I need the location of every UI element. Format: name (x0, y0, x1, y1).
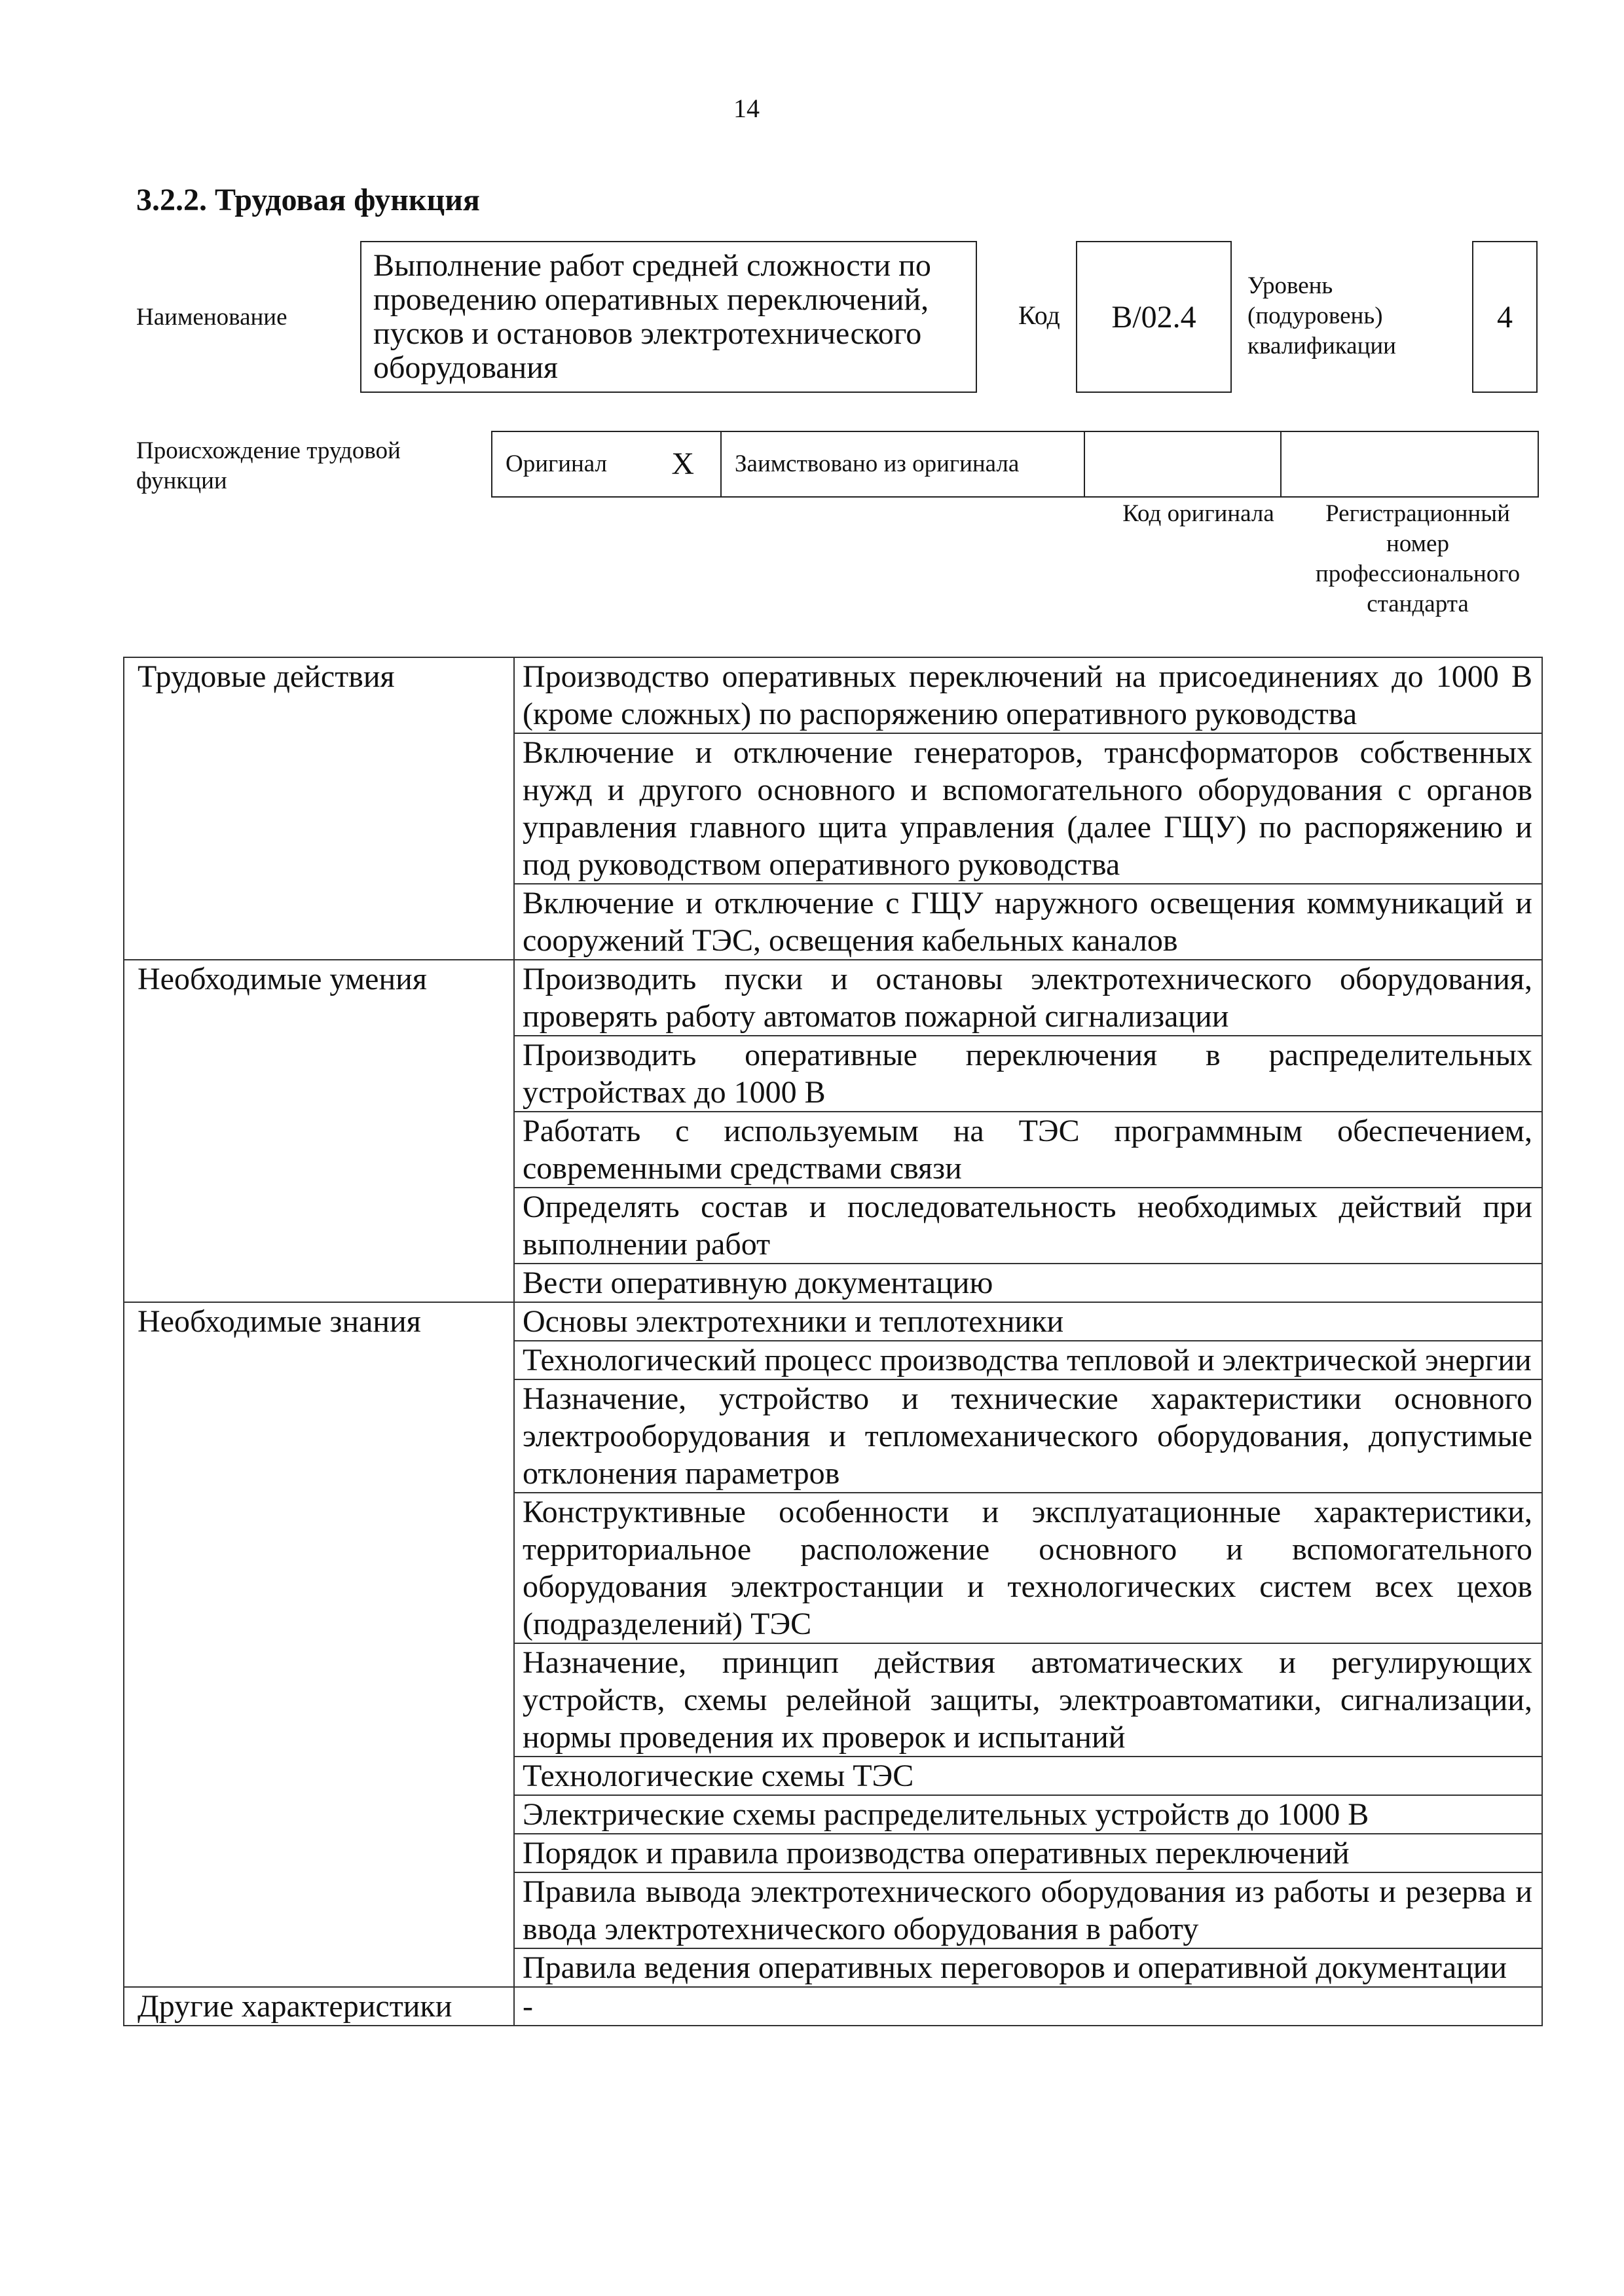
table-row (124, 1987, 1542, 2026)
function-table (123, 657, 1543, 2026)
origin-label: Происхождение трудовой функции (136, 437, 401, 494)
table-row (124, 657, 1542, 733)
table-cell: Включение и отключение с ГЩУ наружного освещения коммуникаций и сооружений ТЭС, освещения кабельных каналов (514, 884, 1542, 960)
table-cell: Правила вывода электротехнического оборудования из работы и резерва и ввода электротехнического оборудования в работу (514, 1872, 1542, 1948)
level-label: Уровень (подуровень) квалификации (1247, 272, 1396, 359)
level-value: 4 (1472, 241, 1538, 393)
table-cell: Вести оперативную документацию (514, 1264, 1542, 1302)
table-cell: Правила ведения оперативных переговоров и оперативной документации (514, 1948, 1542, 1987)
code-value: B/02.4 (1076, 241, 1232, 393)
reg-number-label: Регистрационный номер профессионального стандарта (1315, 500, 1521, 617)
original-label: Оригинал (506, 450, 608, 477)
table-cell: Производить оперативные переключения в распределительных устройствах до 1000 В (514, 1036, 1542, 1112)
table-cell: Назначение, устройство и технические характеристики основного электрооборудования и тепломеханического оборудования, допустимые отклонения параметров (514, 1379, 1542, 1493)
table-cell: Электрические схемы распределительных устройств до 1000 В (514, 1795, 1542, 1834)
table-cell: Включение и отключение генераторов, трансформаторов собственных нужд и другого основного и вспомогательного оборудования с органов управления главного щита управления (далее ГЩУ) по распоряжению и под руководством оперативного руководства (514, 733, 1542, 884)
function-name-value: Выполнение работ средней сложности по проведению оперативных переключений, пусков и остановов электротехнического оборудования (360, 241, 977, 393)
labor-actions-label: Трудовые действия (124, 657, 514, 960)
original-mark: X (671, 446, 694, 481)
origin-borrowed-cell (720, 431, 1084, 498)
table-cell: Технологические схемы ТЭС (514, 1757, 1542, 1795)
table-cell: Конструктивные особенности и эксплуатационные характеристики, территориальное расположение основного и вспомогательного оборудования электростанции и технологических систем всех цехов (подразделений) ТЭС (514, 1493, 1542, 1643)
name-label: Наименование (136, 304, 287, 331)
origin-reg-cell (1280, 431, 1539, 498)
section-title: 3.2.2. Трудовая функция (136, 183, 480, 217)
borrowed-label: Заимствовано из оригинала (735, 450, 1020, 477)
origin-code-cell (1084, 431, 1280, 498)
table-cell: Технологический процесс производства тепловой и электрической энергии (514, 1341, 1542, 1379)
table-cell: Порядок и правила производства оперативных переключений (514, 1834, 1542, 1872)
code-original-label: Код оригинала (1122, 500, 1274, 527)
table-cell: Производство оперативных переключений на присоединениях до 1000 В (кроме сложных) по распоряжению оперативного руководства (514, 657, 1542, 733)
other-label: Другие характеристики (124, 1987, 514, 2026)
table-cell: Работать с используемым на ТЭС программным обеспечением, современными средствами связи (514, 1112, 1542, 1188)
knowledge-label: Необходимые знания (124, 1302, 514, 1987)
skills-label: Необходимые умения (124, 960, 514, 1302)
code-label: Код (1018, 301, 1060, 330)
other-value: - (514, 1987, 1542, 2026)
page-number: 14 (733, 94, 760, 123)
table-cell: Основы электротехники и теплотехники (514, 1302, 1542, 1341)
table-cell: Производить пуски и остановы электротехнического оборудования, проверять работу автоматов пожарной сигнализации (514, 960, 1542, 1036)
table-cell: Назначение, принцип действия автоматических и регулирующих устройств, схемы релейной защиты, электроавтоматики, сигнализации, нормы проведения их проверок и испытаний (514, 1643, 1542, 1757)
origin-row (491, 431, 1539, 498)
table-row (124, 1302, 1542, 1341)
origin-original-cell (491, 431, 720, 498)
table-cell: Определять состав и последовательность необходимых действий при выполнении работ (514, 1188, 1542, 1264)
table-row (124, 960, 1542, 1036)
